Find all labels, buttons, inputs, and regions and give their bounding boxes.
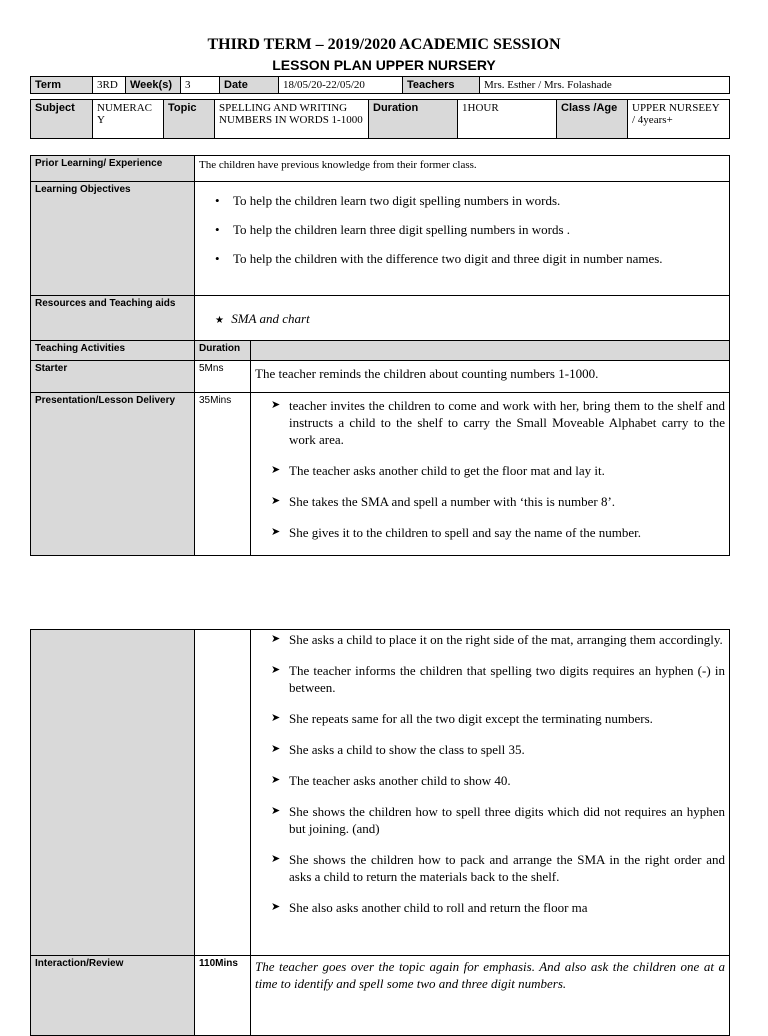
starter-text: The teacher reminds the children about counting numbers 1-1000. xyxy=(251,361,730,393)
review-text: The teacher goes over the topic again for emphasis. And also ask the children one at a time to identify and spell some two and three digit numbers. xyxy=(251,956,730,1036)
starter-duration: 5Mns xyxy=(195,361,251,393)
activities-header-blank xyxy=(251,341,730,361)
resources-text: SMA and chart xyxy=(231,311,310,326)
continued-steps xyxy=(255,631,725,916)
lesson-plan-table-continued xyxy=(30,629,730,1036)
document-subtitle: LESSON PLAN UPPER NURSERY xyxy=(272,57,496,73)
topic-label: Topic xyxy=(164,100,215,139)
week-label: Week(s) xyxy=(126,77,181,94)
presentation-label: Presentation/Lesson Delivery xyxy=(31,393,195,556)
document-title: THIRD TERM – 2019/2020 ACADEMIC SESSION xyxy=(207,36,561,53)
class-value: UPPER NURSEEY / 4years+ xyxy=(628,100,730,139)
presentation-duration: 35Mins xyxy=(195,393,251,556)
presentation-steps xyxy=(255,397,725,541)
list-item: ➤ She gives it to the children to spell and say the name of the number. xyxy=(271,525,642,540)
list-item: ➤ She asks a child to place it on the right side of the mat, arranging them accordingly. xyxy=(271,632,723,647)
interaction-review-label: Interaction/Review xyxy=(31,956,195,1036)
prior-learning-label: Prior Learning/ Experience xyxy=(31,156,195,182)
teaching-activities-label: Teaching Activities xyxy=(31,341,195,361)
date-label: Date xyxy=(220,77,279,94)
list-item: ➤ She shows the children how to pack and arrange the SMA in the right order and asks a child to return the materials back to the shelf. xyxy=(271,852,725,884)
topic-value: SPELLING AND WRITING NUMBERS IN WORDS 1-1000 xyxy=(215,100,369,139)
class-label: Class /Age xyxy=(557,100,628,139)
lesson-plan-table xyxy=(30,155,730,556)
list-item: ➤ teacher invites the children to come and work with her, bring them to the shelf and instructs a child to the shelf to carry the Small Moveable Alphabet carry to the work area. xyxy=(271,398,725,447)
list-item: ➤ She shows the children how to spell three digits which did not requires an hyphen but joining. (and) xyxy=(271,804,725,836)
continued-label-blank xyxy=(31,630,195,956)
list-item: • To help the children learn two digit spelling numbers in words. xyxy=(215,193,561,208)
list-item: ➤ She takes the SMA and spell a number with ‘this is number 8’. xyxy=(271,494,616,509)
list-item: • To help the children with the difference two digit and three digit in number names. xyxy=(215,251,663,266)
list-item: ➤ The teacher asks another child to show 40. xyxy=(271,773,511,788)
duration-label: Duration xyxy=(369,100,458,139)
teachers-label: Teachers xyxy=(403,77,480,94)
term-label: Term xyxy=(31,77,93,94)
starter-label: Starter xyxy=(31,361,195,393)
date-value: 18/05/20-22/05/20 xyxy=(279,77,403,94)
prior-learning-text: The children have previous knowledge from their former class. xyxy=(195,156,730,182)
review-duration: 110Mins xyxy=(195,956,251,1036)
list-item: ➤ She also asks another child to roll and return the floor ma xyxy=(271,900,588,915)
resources-label: Resources and Teaching aids xyxy=(31,296,195,341)
learning-objectives-label: Learning Objectives xyxy=(31,182,195,296)
week-value: 3 xyxy=(181,77,220,94)
objectives-list xyxy=(199,192,725,267)
list-item: ➤ The teacher informs the children that spelling two digits requires an hyphen (-) in between. xyxy=(271,663,725,695)
continued-duration-blank xyxy=(195,630,251,956)
info-table-row2 xyxy=(30,99,730,139)
subject-value: NUMERAC Y xyxy=(93,100,164,139)
teachers-value: Mrs. Esther / Mrs. Folashade xyxy=(480,77,730,94)
subject-label: Subject xyxy=(31,100,93,139)
list-item: ➤ The teacher asks another child to get the floor mat and lay it. xyxy=(271,463,605,478)
duration-column-label: Duration xyxy=(195,341,251,361)
term-value: 3RD xyxy=(93,77,126,94)
info-table-row1 xyxy=(30,76,730,94)
list-item: ➤ She repeats same for all the two digit except the terminating numbers. xyxy=(271,711,653,726)
duration-value: 1HOUR xyxy=(458,100,557,139)
list-item: • To help the children learn three digit spelling numbers in words . xyxy=(215,222,571,237)
star-bullet-icon: ★ xyxy=(215,315,224,326)
list-item: ➤ She asks a child to show the class to spell 35. xyxy=(271,742,525,757)
